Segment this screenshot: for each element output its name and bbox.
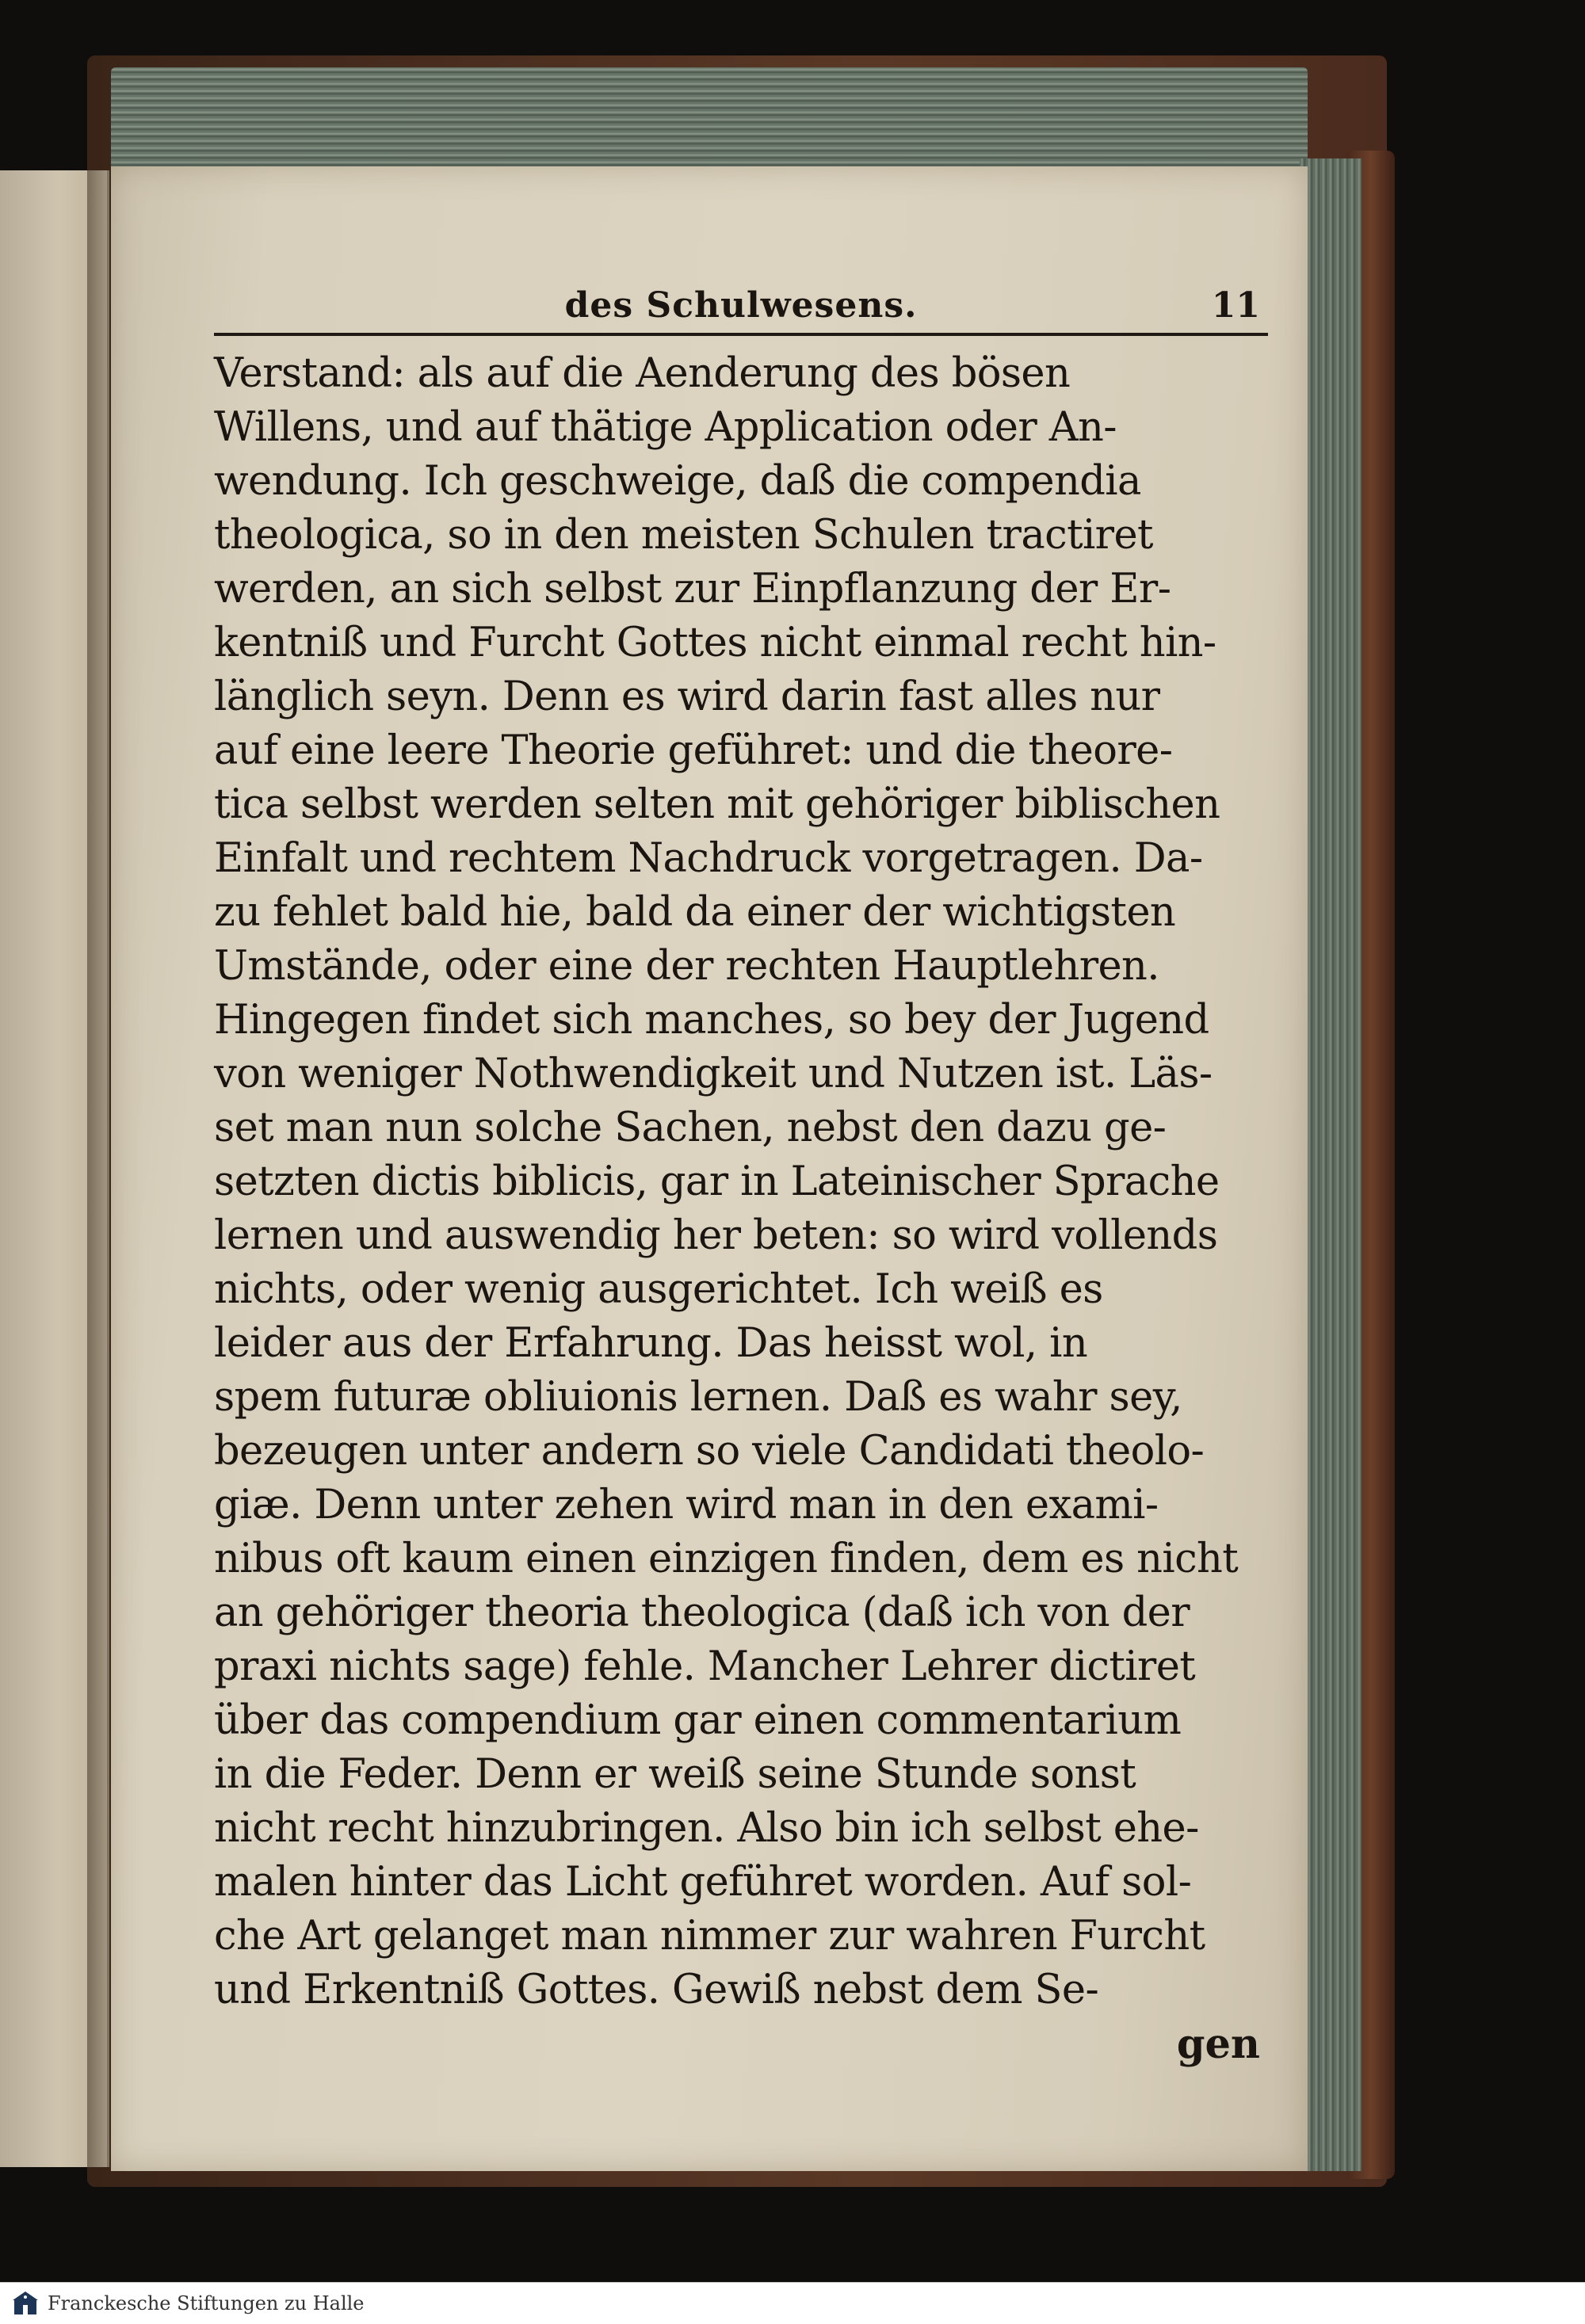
text-line: tica selbst werden selten mit gehöriger biblischen [214,781,1220,828]
text-line: nicht recht hinzubringen. Also bin ich selbst ehe- [214,1805,1199,1852]
text-line: spem futuræ obliuionis lernen. Daß es wahr sey, [214,1374,1182,1421]
page-stack-top-edge [111,67,1308,170]
text-line: und Erkentniß Gottes. Gewiß nebst dem Se- [214,1967,1099,2013]
page-stack-side-edge [1300,158,1362,2171]
catchword: gen [1176,2021,1260,2068]
text-line: bezeugen unter andern so viele Candidati theolo- [214,1428,1205,1475]
franckesche-stiftungen-logo-icon [11,2289,40,2318]
text-line: Einfalt und rechtem Nachdruck vorgetragen. Da- [214,835,1203,882]
text-line: zu fehlet bald hie, bald da einer der wichtigsten [214,889,1176,936]
text-line: Verstand: als auf die Aenderung des bösen [214,350,1071,397]
running-head-title: des Schulwesens. [564,285,918,326]
book-page [111,166,1308,2171]
text-line: über das compendium gar einen commentarium [214,1697,1182,1744]
text-line: theologica, so in den meisten Schulen tractiret [214,512,1153,559]
running-head [214,285,1268,336]
text-line: che Art gelanget man nimmer zur wahren Furcht [214,1913,1205,1960]
text-line: setzten dictis biblicis, gar in Lateinischer Sprache [214,1158,1220,1205]
text-line: giæ. Denn unter zehen wird man in den exami- [214,1482,1159,1528]
page-number: 11 [1211,285,1260,326]
text-line: leider aus der Erfahrung. Das heisst wol, in [214,1320,1088,1367]
text-line: an gehöriger theoria theologica (daß ich von der [214,1589,1190,1636]
text-line: malen hinter das Licht geführet worden. Auf sol- [214,1859,1192,1906]
text-line: Willens, und auf thätige Application oder An- [214,404,1117,451]
text-line: wendung. Ich geschweige, daß die compendia [214,458,1141,505]
text-line: Umstände, oder eine der rechten Hauptlehren. [214,943,1159,990]
text-line: von weniger Nothwendigkeit und Nutzen ist. Läs- [214,1051,1213,1097]
text-line: nibus oft kaum einen einzigen finden, dem es nicht [214,1536,1239,1582]
text-line: nichts, oder wenig ausgerichtet. Ich weiß es [214,1266,1103,1313]
footer-bar [0,2282,1585,2324]
text-line: Hingegen findet sich manches, so bey der Jugend [214,997,1209,1044]
text-line: lernen und auswendig her beten: so wird vollends [214,1212,1218,1259]
text-line: praxi nichts sage) fehle. Mancher Lehrer dictiret [214,1643,1196,1690]
text-line: in die Feder. Denn er weiß seine Stunde sonst [214,1751,1136,1798]
text-line: kentniß und Furcht Gottes nicht einmal recht hin- [214,620,1216,666]
text-line: set man nun solche Sachen, nebst den dazu ge- [214,1105,1167,1151]
text-line: auf eine leere Theorie geführet: und die theore- [214,727,1173,774]
text-line: werden, an sich selbst zur Einpflanzung der Er- [214,566,1171,612]
text-line: länglich seyn. Denn es wird darin fast alles nur [214,674,1160,720]
body-text [214,347,1268,2071]
footer-institution-label: Franckesche Stiftungen zu Halle [48,2292,365,2314]
page-text-block [214,285,1268,2071]
